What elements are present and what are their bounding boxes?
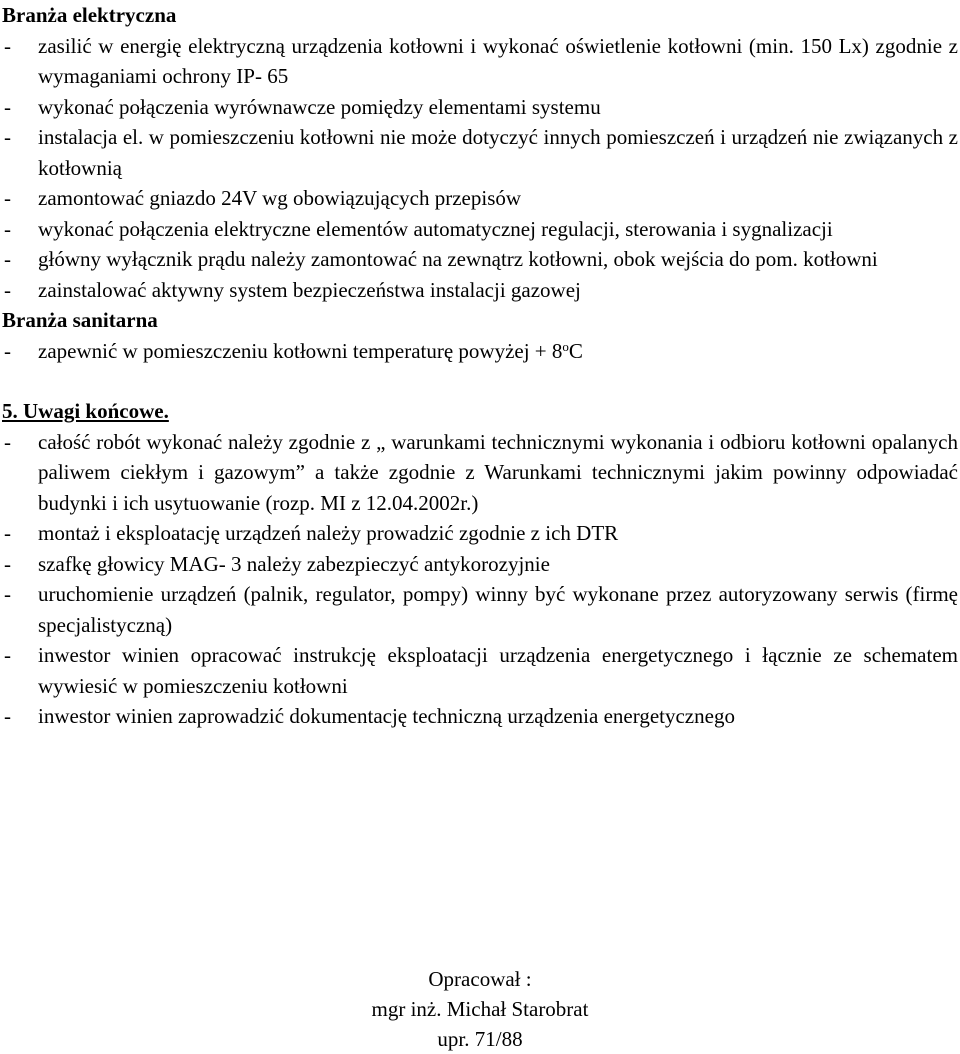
degree-superscript: o <box>562 338 569 354</box>
temperature-unit: C <box>568 338 583 363</box>
list-item-text: inwestor winien zaprowadzić dokumentację techniczną urządzenia energetycznego <box>38 704 735 728</box>
list-dash: - <box>4 186 11 210</box>
list-dash: - <box>4 429 11 454</box>
list-dash: - <box>4 643 11 667</box>
list-item-electrical-1 <box>2 31 958 92</box>
list-item-electrical-3 <box>2 122 958 183</box>
signature-block <box>0 964 960 1054</box>
signature-name: mgr inż. Michał Starobrat <box>371 997 589 1021</box>
temperature-text: zapewnić w pomieszczeniu kotłowni temperaturę powyżej + 8 <box>38 338 563 363</box>
list-item-electrical-4 <box>2 183 958 214</box>
list-item-remarks-2 <box>2 518 958 549</box>
list-item-text: główny wyłącznik prądu należy zamontować na zewnątrz kotłowni, obok wejścia do pom. kotłowni <box>38 247 878 271</box>
list-item-text: montaż i eksploatację urządzeń należy prowadzić zgodnie z ich DTR <box>38 521 619 545</box>
signature-license: upr. 71/88 <box>437 1027 523 1051</box>
list-item-text: wykonać połączenia wyrównawcze pomiędzy elementami systemu <box>38 94 601 119</box>
list-dash: - <box>4 216 11 241</box>
list-item-text: instalacja el. w pomieszczeniu kotłowni nie może dotyczyć innych pomieszczeń i urządzeń nie związanych z kotłownią <box>38 125 958 180</box>
list-dash: - <box>4 521 11 545</box>
list-dash: - <box>4 582 11 606</box>
list-item-text: zasilić w energię elektryczną urządzenia kotłowni i wykonać oświetlenie kotłowni (min. 150 Lx) zgodnie z wymaganiami ochrony IP- 65 <box>38 33 958 88</box>
list-item-remarks-4 <box>2 579 958 640</box>
heading-sanitary: Branża sanitarna <box>2 308 158 332</box>
list-item-electrical-5 <box>2 214 958 245</box>
list-item-remarks-5 <box>2 640 958 701</box>
document-page <box>2 0 958 732</box>
list-dash: - <box>4 33 11 58</box>
list-item-remarks-1 <box>2 427 958 519</box>
list-dash: - <box>4 125 11 149</box>
list-item-text: inwestor winien opracować instrukcję eksploatacji urządzenia energetycznego i łącznie ze schematem wywiesić w pomieszczeniu kotłowni <box>38 643 958 698</box>
list-dash: - <box>4 338 11 363</box>
list-item-remarks-6 <box>2 701 958 732</box>
list-dash: - <box>4 94 11 119</box>
list-item-text <box>38 336 958 367</box>
list-item-text: zamontować gniazdo 24V wg obowiązujących przepisów <box>38 186 522 210</box>
list-item-text: szafkę głowicy MAG- 3 należy zabezpieczyć antykorozyjnie <box>38 551 550 576</box>
list-dash: - <box>4 247 11 271</box>
heading-electrical: Branża elektryczna <box>2 3 177 27</box>
list-item-electrical-2 <box>2 92 958 123</box>
list-item-text: zainstalować aktywny system bezpieczeństwa instalacji gazowej <box>38 277 581 302</box>
list-dash: - <box>4 704 11 728</box>
list-item-text: uruchomienie urządzeń (palnik, regulator, pompy) winny być wykonane przez autoryzowany serwis (firmę specjalistyczną) <box>38 582 958 637</box>
list-item-sanitary-1 <box>2 336 958 367</box>
list-dash: - <box>4 551 11 576</box>
list-item-remarks-3 <box>2 549 958 580</box>
heading-remarks: 5. Uwagi końcowe. <box>2 399 169 423</box>
list-item-electrical-7 <box>2 275 958 306</box>
list-dash: - <box>4 277 11 302</box>
list-item-text: wykonać połączenia elektryczne elementów automatycznej regulacji, sterowania i sygnalizacji <box>38 216 833 241</box>
list-item-text: całość robót wykonać należy zgodnie z „ warunkami technicznymi wykonania i odbioru kotłowni opalanych paliwem ciekłym i gazowym” a także zgodnie z Warunkami technicznymi jakim powinny odpowiadać budynki i ich usytuowanie (rozp. MI z 12.04.2002r.) <box>38 429 958 515</box>
list-item-electrical-6 <box>2 244 958 275</box>
signature-label: Opracował : <box>428 967 532 991</box>
